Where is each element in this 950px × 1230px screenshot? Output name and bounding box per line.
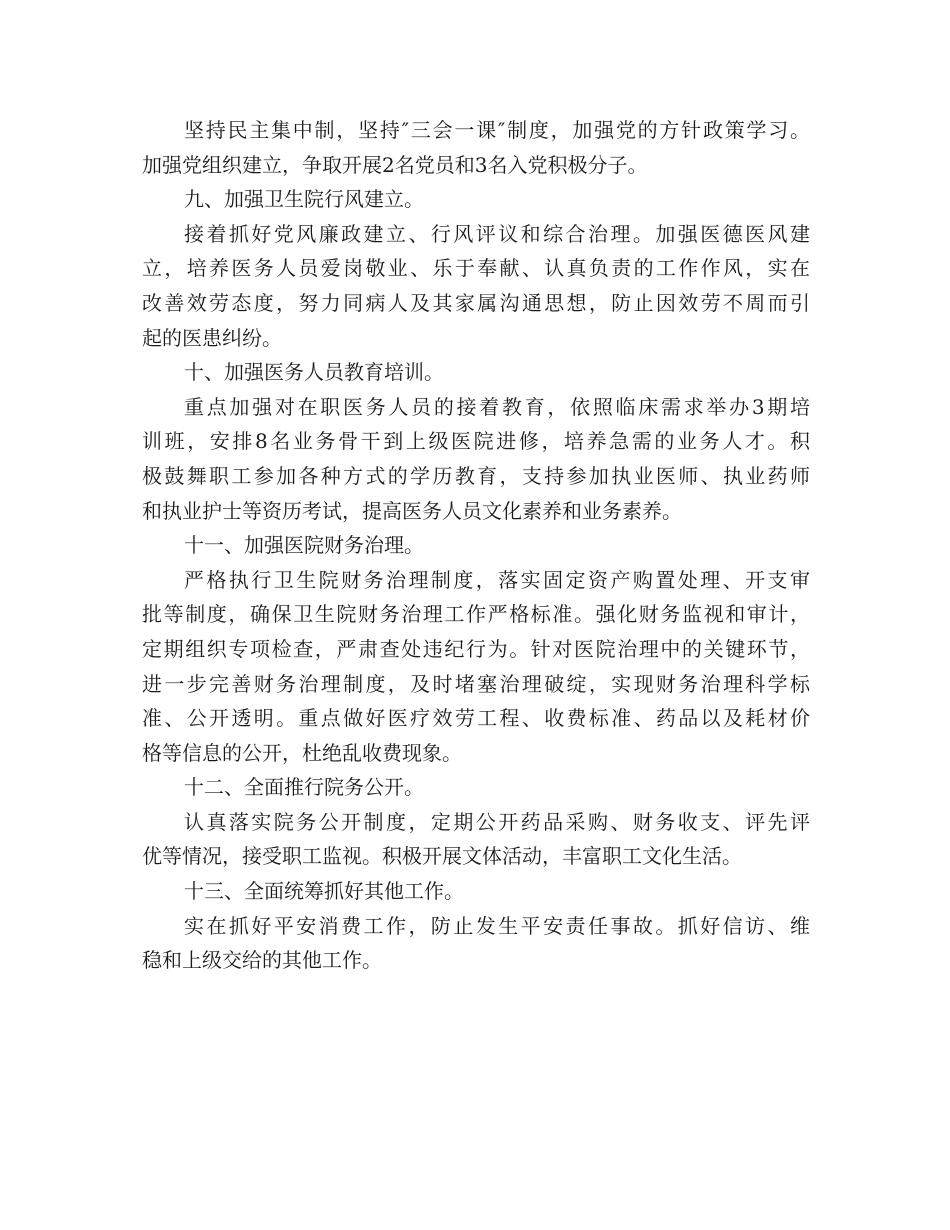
- text-line: 接着抓好党风廉政建立、行风评议和综合治理。加强医德医风建: [184, 221, 810, 246]
- text-line: 定期组织专项检查，严肃查处违纪行为。针对医院治理中的关键环节，: [142, 636, 810, 661]
- text-line: 优等情况，接受职工监视。积极开展文体活动，丰富职工文化生活。: [142, 844, 742, 869]
- text-line: 进一步完善财务治理制度，及时堵塞治理破绽，实现财务治理科学标: [142, 671, 810, 696]
- text-line: 批等制度，确保卫生院财务治理工作严格标准。强化财务监视和审计，: [142, 602, 810, 627]
- text-line: 立，培养医务人员爱岗敬业、乐于奉献、认真负责的工作作风，实在: [142, 256, 810, 281]
- section-heading: 十三、全面统筹抓好其他工作。: [184, 879, 464, 904]
- text-line: 准、公开透明。重点做好医疗效劳工程、收费标准、药品以及耗材价: [142, 706, 810, 731]
- text-line: 实在抓好平安消费工作，防止发生平安责任事故。抓好信访、维: [184, 913, 810, 938]
- text-line: 改善效劳态度，努力同病人及其家属沟通思想，防止因效劳不周而引: [142, 290, 810, 315]
- section-heading: 九、加强卫生院行风建立。: [184, 187, 424, 212]
- text-line: 坚持民主集中制，坚持″三会一课″制度，加强党的方针政策学习。: [184, 118, 810, 142]
- text-line: 格等信息的公开，杜绝乱收费现象。: [142, 740, 462, 765]
- text-line: 严格执行卫生院财务治理制度，落实固定资产购置处理、开支审: [184, 567, 810, 592]
- text-line: 加强党组织建立，争取开展2名党员和3名入党积极分子。: [142, 152, 648, 177]
- section-heading: 十一、加强医院财务治理。: [184, 533, 424, 558]
- text-line: 训班，安排8名业务骨干到上级医院进修，培养急需的业务人才。积: [142, 429, 810, 454]
- text-line: 极鼓舞职工参加各种方式的学历教育，支持参加执业医师、执业药师: [142, 463, 810, 488]
- text-line: 稳和上级交给的其他工作。: [142, 948, 382, 973]
- text-line: 和执业护士等资历考试，提高医务人员文化素养和业务素养。: [142, 498, 682, 523]
- section-heading: 十、加强医务人员教育培训。: [184, 360, 444, 385]
- document-body: [142, 113, 810, 978]
- text-line: 认真落实院务公开制度，定期公开药品采购、财务收支、评先评: [184, 809, 810, 834]
- text-line: 重点加强对在职医务人员的接着教育，依照临床需求举办3期培: [184, 394, 810, 419]
- section-heading: 十二、全面推行院务公开。: [184, 775, 424, 800]
- text-line: 起的医患纠纷。: [142, 325, 282, 350]
